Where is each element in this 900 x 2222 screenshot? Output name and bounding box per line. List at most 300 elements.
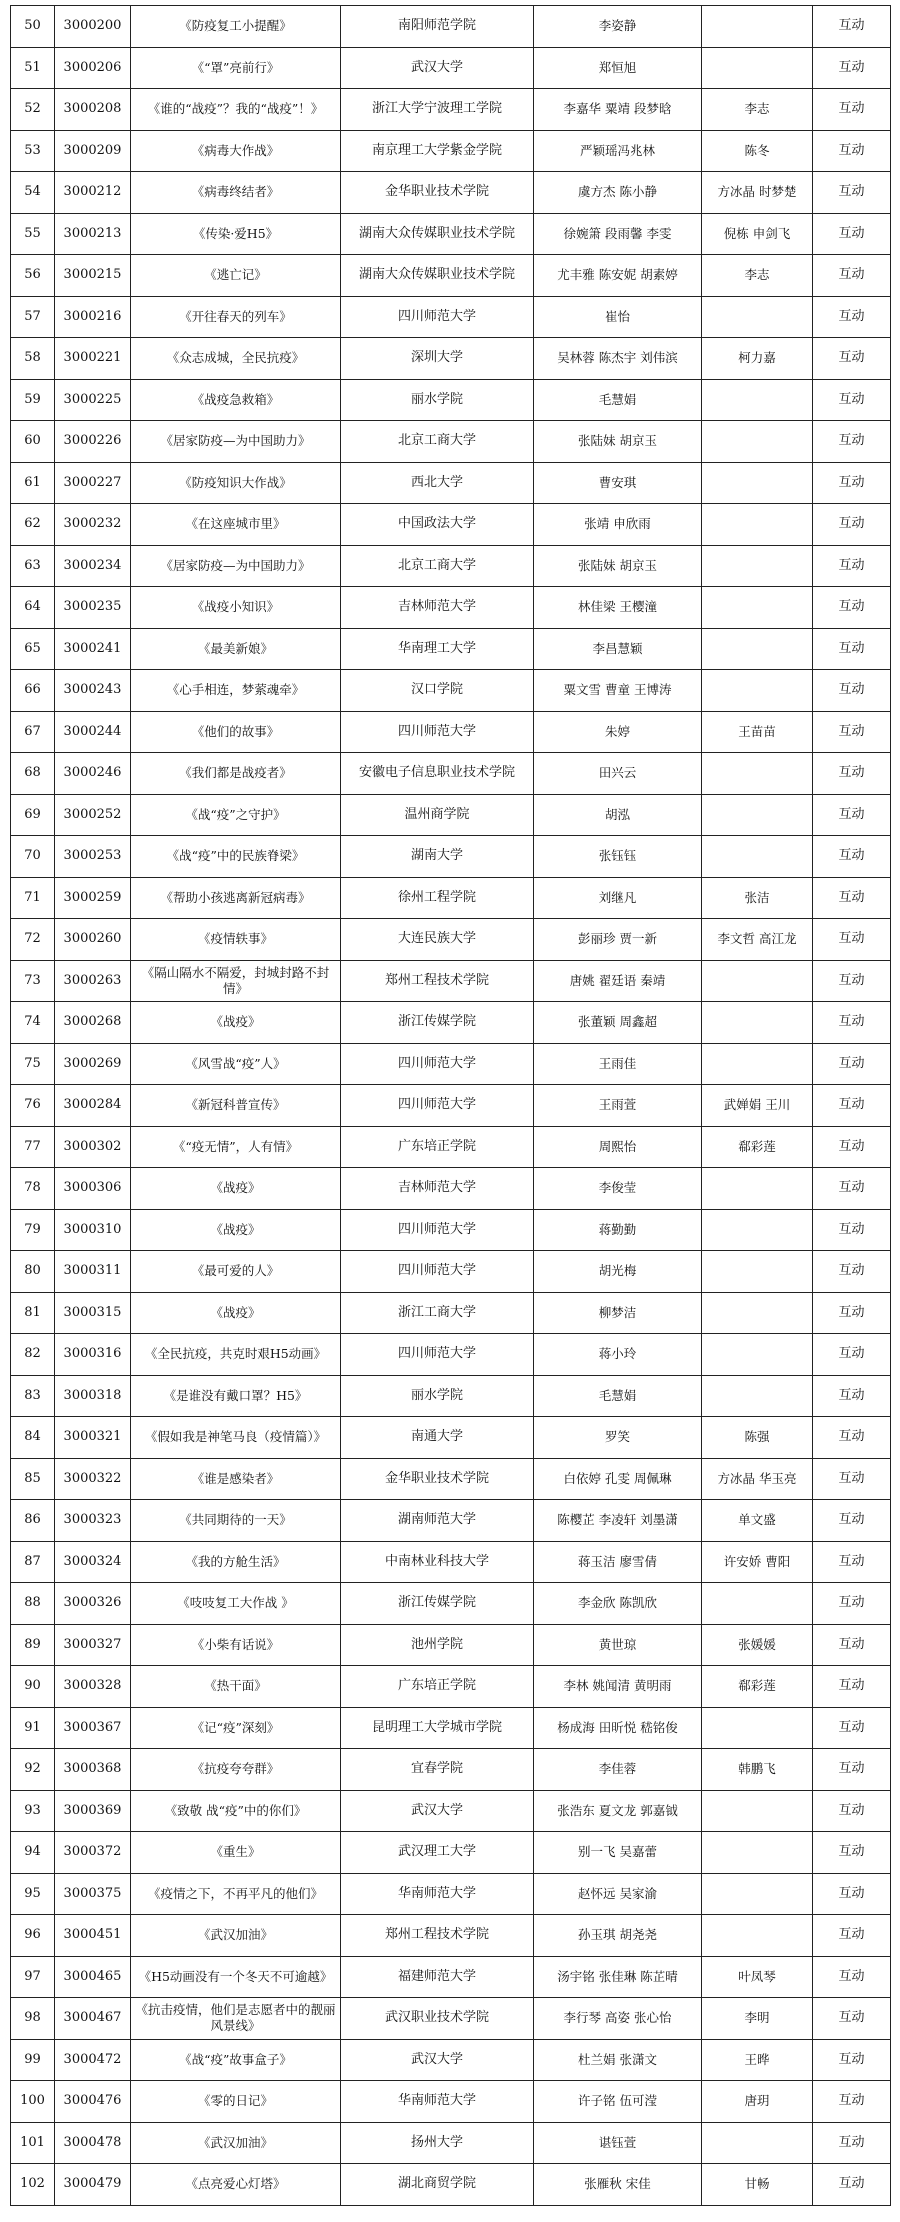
school-name: 温州商学院 — [341, 794, 534, 836]
entry-code: 3000227 — [55, 462, 131, 504]
work-title: 《记“疫”深刻》 — [131, 1707, 341, 1749]
advisor-names — [702, 1292, 813, 1334]
entry-code: 3000253 — [55, 836, 131, 878]
table-row — [11, 1541, 891, 1583]
work-title: 《热干面》 — [131, 1666, 341, 1708]
author-names: 杜兰娟 张潇文 — [534, 2039, 702, 2081]
author-names: 虞方杰 陈小静 — [534, 172, 702, 214]
row-number: 58 — [11, 338, 55, 380]
author-names: 李姿静 — [534, 6, 702, 48]
advisor-names: 李志 — [702, 255, 813, 297]
table-row — [11, 1832, 891, 1874]
row-number: 91 — [11, 1707, 55, 1749]
advisor-names: 郗彩莲 — [702, 1666, 813, 1708]
entry-code: 3000225 — [55, 379, 131, 421]
table-row — [11, 711, 891, 753]
category-label: 互动 — [813, 1956, 891, 1998]
entry-code: 3000367 — [55, 1707, 131, 1749]
school-name: 四川师范大学 — [341, 1209, 534, 1251]
work-title: 《“罩”亮前行》 — [131, 47, 341, 89]
table-row — [11, 1500, 891, 1542]
category-label: 互动 — [813, 379, 891, 421]
category-label: 互动 — [813, 1209, 891, 1251]
table-row — [11, 670, 891, 712]
school-name: 武汉职业技术学院 — [341, 1998, 534, 2040]
school-name: 四川师范大学 — [341, 1251, 534, 1293]
table-row — [11, 1998, 891, 2040]
work-title: 《心手相连，梦萦魂牵》 — [131, 670, 341, 712]
work-title: 《防疫复工小提醒》 — [131, 6, 341, 48]
advisor-names — [702, 1251, 813, 1293]
entry-code: 3000451 — [55, 1915, 131, 1957]
category-label: 互动 — [813, 1251, 891, 1293]
advisor-names — [702, 670, 813, 712]
work-title: 《武汉加油》 — [131, 2122, 341, 2164]
category-label: 互动 — [813, 130, 891, 172]
category-label: 互动 — [813, 545, 891, 587]
author-names: 张陆妹 胡京玉 — [534, 421, 702, 463]
author-names: 尤丰雅 陈安妮 胡素婷 — [534, 255, 702, 297]
work-title: 《H5动画没有一个冬天不可逾越》 — [131, 1956, 341, 1998]
work-title: 《帮助小孩逃离新冠病毒》 — [131, 877, 341, 919]
category-label: 互动 — [813, 172, 891, 214]
category-label: 互动 — [813, 836, 891, 878]
advisor-names — [702, 545, 813, 587]
row-number: 53 — [11, 130, 55, 172]
table-row — [11, 2039, 891, 2081]
category-label: 互动 — [813, 1168, 891, 1210]
author-names: 张钰钰 — [534, 836, 702, 878]
table-row — [11, 1085, 891, 1127]
category-label: 互动 — [813, 1873, 891, 1915]
school-name: 北京工商大学 — [341, 421, 534, 463]
school-name: 四川师范大学 — [341, 1085, 534, 1127]
school-name: 中南林业科技大学 — [341, 1541, 534, 1583]
school-name: 福建师范大学 — [341, 1956, 534, 1998]
table-row — [11, 1334, 891, 1376]
category-label: 互动 — [813, 1624, 891, 1666]
advisor-names — [702, 1168, 813, 1210]
row-number: 59 — [11, 379, 55, 421]
entry-code: 3000260 — [55, 919, 131, 961]
entry-code: 3000316 — [55, 1334, 131, 1376]
category-label: 互动 — [813, 421, 891, 463]
advisor-names: 张洁 — [702, 877, 813, 919]
row-number: 90 — [11, 1666, 55, 1708]
category-label: 互动 — [813, 1126, 891, 1168]
row-number: 84 — [11, 1417, 55, 1459]
school-name: 浙江传媒学院 — [341, 1583, 534, 1625]
entry-code: 3000216 — [55, 296, 131, 338]
category-label: 互动 — [813, 1790, 891, 1832]
entry-code: 3000244 — [55, 711, 131, 753]
category-label: 互动 — [813, 587, 891, 629]
author-names: 李行琴 高姿 张心怡 — [534, 1998, 702, 2040]
author-names: 罗笑 — [534, 1417, 702, 1459]
school-name: 深圳大学 — [341, 338, 534, 380]
category-label: 互动 — [813, 1666, 891, 1708]
category-label: 互动 — [813, 1334, 891, 1376]
advisor-names — [702, 1790, 813, 1832]
author-names: 李金欣 陈凯欣 — [534, 1583, 702, 1625]
category-label: 互动 — [813, 1707, 891, 1749]
category-label: 互动 — [813, 1375, 891, 1417]
school-name: 广东培正学院 — [341, 1666, 534, 1708]
category-label: 互动 — [813, 296, 891, 338]
entry-code: 3000476 — [55, 2081, 131, 2123]
category-label: 互动 — [813, 1458, 891, 1500]
school-name: 吉林师范大学 — [341, 1168, 534, 1210]
row-number: 85 — [11, 1458, 55, 1500]
author-names: 胡光梅 — [534, 1251, 702, 1293]
table-row — [11, 1126, 891, 1168]
row-number: 75 — [11, 1043, 55, 1085]
row-number: 77 — [11, 1126, 55, 1168]
table-row — [11, 379, 891, 421]
row-number: 87 — [11, 1541, 55, 1583]
work-title: 《共同期待的一天》 — [131, 1500, 341, 1542]
advisor-names — [702, 1209, 813, 1251]
school-name: 徐州工程学院 — [341, 877, 534, 919]
school-name: 武汉大学 — [341, 2039, 534, 2081]
advisor-names: 李文哲 高江龙 — [702, 919, 813, 961]
entry-code: 3000324 — [55, 1541, 131, 1583]
table-row — [11, 794, 891, 836]
row-number: 63 — [11, 545, 55, 587]
table-row — [11, 1002, 891, 1044]
work-title: 《在这座城市里》 — [131, 504, 341, 546]
entry-code: 3000200 — [55, 6, 131, 48]
author-names: 白依婷 孔雯 周佩琳 — [534, 1458, 702, 1500]
advisor-names — [702, 794, 813, 836]
row-number: 96 — [11, 1915, 55, 1957]
school-name: 丽水学院 — [341, 379, 534, 421]
work-title: 《假如我是神笔马良（疫情篇）》 — [131, 1417, 341, 1459]
advisor-names — [702, 1832, 813, 1874]
author-names: 张陆妹 胡京玉 — [534, 545, 702, 587]
work-title: 《战“疫”故事盒子》 — [131, 2039, 341, 2081]
author-names: 朱婷 — [534, 711, 702, 753]
entry-code: 3000306 — [55, 1168, 131, 1210]
work-title: 《逃亡记》 — [131, 255, 341, 297]
work-title: 《战“疫”之守护》 — [131, 794, 341, 836]
row-number: 70 — [11, 836, 55, 878]
advisor-names — [702, 1707, 813, 1749]
entry-code: 3000310 — [55, 1209, 131, 1251]
row-number: 71 — [11, 877, 55, 919]
row-number: 94 — [11, 1832, 55, 1874]
entry-code: 3000235 — [55, 587, 131, 629]
work-title: 《疫情轶事》 — [131, 919, 341, 961]
category-label: 互动 — [813, 1417, 891, 1459]
row-number: 80 — [11, 1251, 55, 1293]
entry-code: 3000215 — [55, 255, 131, 297]
entry-code: 3000212 — [55, 172, 131, 214]
row-number: 64 — [11, 587, 55, 629]
author-names: 张雁秋 宋佳 — [534, 2164, 702, 2206]
author-names: 胡泓 — [534, 794, 702, 836]
work-title: 《吱吱复工大作战 》 — [131, 1583, 341, 1625]
school-name: 吉林师范大学 — [341, 587, 534, 629]
row-number: 67 — [11, 711, 55, 753]
entry-code: 3000372 — [55, 1832, 131, 1874]
row-number: 78 — [11, 1168, 55, 1210]
advisor-names — [702, 836, 813, 878]
school-name: 华南师范大学 — [341, 2081, 534, 2123]
advisor-names: 李志 — [702, 89, 813, 131]
row-number: 98 — [11, 1998, 55, 2040]
table-row — [11, 1292, 891, 1334]
work-title: 《居家防疫—为中国助力》 — [131, 421, 341, 463]
category-label: 互动 — [813, 960, 891, 1002]
advisor-names: 张媛媛 — [702, 1624, 813, 1666]
school-name: 北京工商大学 — [341, 545, 534, 587]
category-label: 互动 — [813, 1541, 891, 1583]
school-name: 浙江工商大学 — [341, 1292, 534, 1334]
table-row — [11, 296, 891, 338]
school-name: 浙江大学宁波理工学院 — [341, 89, 534, 131]
table-row — [11, 47, 891, 89]
author-names: 曹安琪 — [534, 462, 702, 504]
author-names: 黄世琼 — [534, 1624, 702, 1666]
work-title: 《新冠科普宣传》 — [131, 1085, 341, 1127]
author-names: 李佳蓉 — [534, 1749, 702, 1791]
row-number: 74 — [11, 1002, 55, 1044]
entry-code: 3000326 — [55, 1583, 131, 1625]
school-name: 安徽电子信息职业技术学院 — [341, 753, 534, 795]
category-label: 互动 — [813, 670, 891, 712]
author-names: 李嘉华 粟靖 段梦晗 — [534, 89, 702, 131]
author-names: 毛慧娟 — [534, 1375, 702, 1417]
school-name: 丽水学院 — [341, 1375, 534, 1417]
table-row — [11, 1417, 891, 1459]
row-number: 92 — [11, 1749, 55, 1791]
entry-code: 3000472 — [55, 2039, 131, 2081]
table-row — [11, 1168, 891, 1210]
author-names: 张靖 申欣雨 — [534, 504, 702, 546]
author-names: 柳梦洁 — [534, 1292, 702, 1334]
entry-code: 3000243 — [55, 670, 131, 712]
advisor-names — [702, 628, 813, 670]
advisor-names — [702, 1334, 813, 1376]
category-label: 互动 — [813, 1085, 891, 1127]
row-number: 79 — [11, 1209, 55, 1251]
entry-code: 3000263 — [55, 960, 131, 1002]
advisor-names: 陈冬 — [702, 130, 813, 172]
category-label: 互动 — [813, 1043, 891, 1085]
author-names: 张董颖 周鑫超 — [534, 1002, 702, 1044]
table-row — [11, 462, 891, 504]
school-name: 湖北商贸学院 — [341, 2164, 534, 2206]
entry-code: 3000226 — [55, 421, 131, 463]
row-number: 83 — [11, 1375, 55, 1417]
work-title: 《居家防疫—为中国助力》 — [131, 545, 341, 587]
row-number: 65 — [11, 628, 55, 670]
work-title: 《战疫》 — [131, 1168, 341, 1210]
advisor-names — [702, 1375, 813, 1417]
table-row — [11, 1790, 891, 1832]
table-body — [11, 6, 891, 2206]
work-title: 《疫情之下，不再平凡的他们》 — [131, 1873, 341, 1915]
entry-code: 3000311 — [55, 1251, 131, 1293]
work-title: 《战疫》 — [131, 1002, 341, 1044]
table-row — [11, 753, 891, 795]
row-number: 73 — [11, 960, 55, 1002]
advisor-names: 叶凤琴 — [702, 1956, 813, 1998]
school-name: 四川师范大学 — [341, 711, 534, 753]
advisor-names: 韩鹏飞 — [702, 1749, 813, 1791]
author-names: 周熙怡 — [534, 1126, 702, 1168]
work-title: 《小柴有话说》 — [131, 1624, 341, 1666]
table-row — [11, 1583, 891, 1625]
category-label: 互动 — [813, 89, 891, 131]
work-title: 《最可爱的人》 — [131, 1251, 341, 1293]
advisor-names — [702, 47, 813, 89]
school-name: 四川师范大学 — [341, 1043, 534, 1085]
school-name: 大连民族大学 — [341, 919, 534, 961]
author-names: 张浩东 夏文龙 郭嘉钺 — [534, 1790, 702, 1832]
category-label: 互动 — [813, 338, 891, 380]
entry-code: 3000318 — [55, 1375, 131, 1417]
author-names: 杨成海 田昕悦 嵇铭俊 — [534, 1707, 702, 1749]
work-title: 《我的方舱生活》 — [131, 1541, 341, 1583]
table-row — [11, 1707, 891, 1749]
table-row — [11, 960, 891, 1002]
work-title: 《他们的故事》 — [131, 711, 341, 753]
advisor-names — [702, 2122, 813, 2164]
school-name: 武汉理工大学 — [341, 1832, 534, 1874]
entry-code: 3000232 — [55, 504, 131, 546]
category-label: 互动 — [813, 1998, 891, 2040]
author-names: 谌钰萱 — [534, 2122, 702, 2164]
author-names: 王雨佳 — [534, 1043, 702, 1085]
advisor-names: 武婵娟 王川 — [702, 1085, 813, 1127]
category-label: 互动 — [813, 919, 891, 961]
author-names: 孙玉琪 胡尧尧 — [534, 1915, 702, 1957]
entry-code: 3000467 — [55, 1998, 131, 2040]
category-label: 互动 — [813, 1583, 891, 1625]
author-names: 崔怡 — [534, 296, 702, 338]
entry-code: 3000315 — [55, 1292, 131, 1334]
entry-code: 3000208 — [55, 89, 131, 131]
advisor-names — [702, 960, 813, 1002]
advisor-names — [702, 6, 813, 48]
row-number: 62 — [11, 504, 55, 546]
author-names: 徐婉箫 段雨馨 李雯 — [534, 213, 702, 255]
row-number: 54 — [11, 172, 55, 214]
row-number: 88 — [11, 1583, 55, 1625]
work-title: 《致敬 战“疫”中的你们》 — [131, 1790, 341, 1832]
entry-code: 3000246 — [55, 753, 131, 795]
school-name: 昆明理工大学城市学院 — [341, 1707, 534, 1749]
entry-code: 3000323 — [55, 1500, 131, 1542]
author-names: 蒋勤勤 — [534, 1209, 702, 1251]
work-title: 《点亮爱心灯塔》 — [131, 2164, 341, 2206]
table-row — [11, 1458, 891, 1500]
category-label: 互动 — [813, 1002, 891, 1044]
school-name: 华南理工大学 — [341, 628, 534, 670]
school-name: 西北大学 — [341, 462, 534, 504]
table-row — [11, 2164, 891, 2206]
author-names: 田兴云 — [534, 753, 702, 795]
advisor-names — [702, 1002, 813, 1044]
entry-code: 3000234 — [55, 545, 131, 587]
row-number: 60 — [11, 421, 55, 463]
table-row — [11, 1251, 891, 1293]
entry-code: 3000327 — [55, 1624, 131, 1666]
work-title: 《战疫小知识》 — [131, 587, 341, 629]
author-names: 严颖瑶冯兆林 — [534, 130, 702, 172]
advisor-names: 郗彩莲 — [702, 1126, 813, 1168]
school-name: 湖南师范大学 — [341, 1500, 534, 1542]
work-title: 《隔山隔水不隔爱，封城封路不封情》 — [131, 960, 341, 1002]
author-names: 唐姚 翟廷语 秦靖 — [534, 960, 702, 1002]
author-names: 林佳梁 王樱潼 — [534, 587, 702, 629]
school-name: 金华职业技术学院 — [341, 1458, 534, 1500]
row-number: 69 — [11, 794, 55, 836]
table-row — [11, 628, 891, 670]
work-title: 《“疫无情”，人有情》 — [131, 1126, 341, 1168]
table-row — [11, 836, 891, 878]
advisor-names — [702, 587, 813, 629]
table-row — [11, 1749, 891, 1791]
entry-code: 3000206 — [55, 47, 131, 89]
school-name: 池州学院 — [341, 1624, 534, 1666]
entry-code: 3000302 — [55, 1126, 131, 1168]
entry-code: 3000369 — [55, 1790, 131, 1832]
table-row — [11, 6, 891, 48]
row-number: 55 — [11, 213, 55, 255]
work-title: 《病毒大作战》 — [131, 130, 341, 172]
entry-code: 3000375 — [55, 1873, 131, 1915]
author-names: 李俊莹 — [534, 1168, 702, 1210]
category-label: 互动 — [813, 794, 891, 836]
category-label: 互动 — [813, 2164, 891, 2206]
work-title: 《是谁没有戴口罩？H5》 — [131, 1375, 341, 1417]
work-title: 《抗击疫情，他们是志愿者中的靓丽风景线》 — [131, 1998, 341, 2040]
author-names: 吴林蓉 陈杰宇 刘伟滨 — [534, 338, 702, 380]
author-names: 蒋小玲 — [534, 1334, 702, 1376]
entry-code: 3000252 — [55, 794, 131, 836]
work-title: 《战“疫”中的民族脊梁》 — [131, 836, 341, 878]
school-name: 南阳师范学院 — [341, 6, 534, 48]
row-number: 52 — [11, 89, 55, 131]
author-names: 汤宇铭 张佳琳 陈芷晴 — [534, 1956, 702, 1998]
school-name: 汉口学院 — [341, 670, 534, 712]
work-title: 《全民抗疫，共克时艰H5动画》 — [131, 1334, 341, 1376]
table-row — [11, 421, 891, 463]
entry-code: 3000328 — [55, 1666, 131, 1708]
school-name: 四川师范大学 — [341, 296, 534, 338]
advisor-names: 王晔 — [702, 2039, 813, 2081]
table-row — [11, 1915, 891, 1957]
table-row — [11, 1624, 891, 1666]
advisor-names: 唐玥 — [702, 2081, 813, 2123]
entry-code: 3000465 — [55, 1956, 131, 1998]
table-row — [11, 919, 891, 961]
category-label: 互动 — [813, 628, 891, 670]
advisor-names: 陈强 — [702, 1417, 813, 1459]
category-label: 互动 — [813, 1915, 891, 1957]
table-row — [11, 255, 891, 297]
work-title: 《战疫急救箱》 — [131, 379, 341, 421]
work-title: 《防疫知识大作战》 — [131, 462, 341, 504]
table-row — [11, 1666, 891, 1708]
school-name: 四川师范大学 — [341, 1334, 534, 1376]
author-names: 李林 姚闻清 黄明雨 — [534, 1666, 702, 1708]
author-names: 李昌慧颖 — [534, 628, 702, 670]
work-title: 《最美新娘》 — [131, 628, 341, 670]
